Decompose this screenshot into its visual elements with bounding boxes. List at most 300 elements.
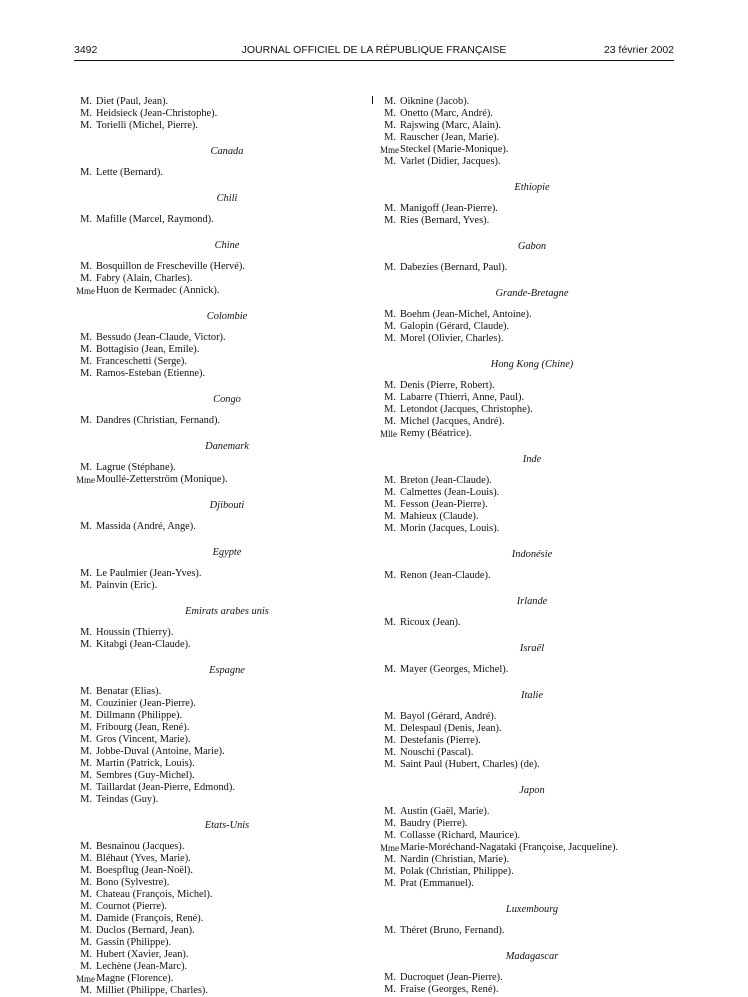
civility: M.	[80, 698, 92, 709]
country-section	[380, 785, 672, 890]
person-name: Couzinier (Jean-Pierre).	[96, 698, 196, 709]
civility: M.	[80, 332, 92, 343]
country-heading: Espagne	[209, 665, 245, 676]
person-name: Milliet (Philippe, Charles).	[96, 985, 208, 996]
person-name: Franceschetti (Serge).	[96, 356, 187, 367]
person-name: Rajswing (Marc, Alain).	[400, 120, 501, 131]
civility: M.	[384, 475, 396, 486]
country-heading: Madagascar	[505, 951, 559, 962]
civility: M.	[384, 866, 396, 877]
civility: M.	[80, 949, 92, 960]
list-item	[76, 356, 366, 368]
list-item	[380, 428, 672, 440]
civility: M.	[384, 735, 396, 746]
list-item	[380, 144, 672, 156]
person-name: Nouschi (Pascal).	[400, 747, 474, 758]
civility: M.	[384, 759, 396, 770]
civility: M.	[80, 214, 92, 225]
list-item	[380, 711, 672, 723]
country-section	[76, 240, 366, 297]
list-item	[76, 973, 366, 985]
person-name: Massida (André, Ange).	[96, 521, 196, 532]
person-name: Nardin (Christian, Marie).	[400, 854, 510, 865]
person-name: Bessudo (Jean-Claude, Victor).	[96, 332, 226, 343]
country-heading: Etats-Unis	[204, 820, 250, 831]
civility: M.	[384, 878, 396, 889]
person-name: Besnainou (Jacques).	[96, 841, 185, 852]
country-heading: Japon	[519, 785, 545, 796]
civility: M.	[384, 321, 396, 332]
country-section	[76, 820, 366, 997]
person-name: Bono (Sylvestre).	[96, 877, 170, 888]
civility: M.	[80, 925, 92, 936]
person-name: Moullé-Zetterström (Monique).	[96, 474, 228, 485]
civility: M.	[80, 901, 92, 912]
list-item	[380, 878, 672, 890]
person-name: Heidsieck (Jean-Christophe).	[96, 108, 218, 119]
person-name: Michel (Jacques, André).	[400, 416, 505, 427]
country-heading: Israël	[519, 643, 545, 654]
list-item	[76, 710, 366, 722]
person-name: Painvin (Eric).	[96, 580, 158, 591]
list-item	[380, 262, 672, 274]
person-name: Baudry (Pierre).	[400, 818, 468, 829]
civility: M.	[80, 627, 92, 638]
country-section	[76, 665, 366, 806]
person-name: Fraise (Georges, René).	[400, 984, 499, 995]
person-name: Lette (Bernard).	[96, 167, 163, 178]
civility: M.	[384, 972, 396, 983]
civility: M.	[384, 984, 396, 995]
person-name: Ducroquet (Jean-Pierre).	[400, 972, 503, 983]
country-heading: Djibouti	[209, 500, 245, 511]
person-name: Bottagisio (Jean, Emile).	[96, 344, 200, 355]
list-item	[380, 570, 672, 582]
civility: M.	[80, 758, 92, 769]
list-item	[76, 841, 366, 853]
person-name: Remy (Béatrice).	[400, 428, 472, 439]
country-heading: Irlande	[516, 596, 548, 607]
civility: M.	[384, 570, 396, 581]
person-name: Morel (Olivier, Charles).	[400, 333, 504, 344]
list-item	[380, 321, 672, 333]
country-heading: Grande-Bretagne	[495, 288, 569, 299]
person-name: Calmettes (Jean-Louis).	[400, 487, 500, 498]
list-item	[76, 273, 366, 285]
person-name: Mahieux (Claude).	[400, 511, 479, 522]
civility: M.	[384, 203, 396, 214]
list-item	[76, 734, 366, 746]
person-name: Saint Paul (Hubert, Charles) (de).	[400, 759, 540, 770]
country-heading: Ethiopie	[514, 182, 550, 193]
country-heading: Inde	[522, 454, 542, 465]
list-item	[380, 818, 672, 830]
list-item	[380, 747, 672, 759]
list-item	[76, 794, 366, 806]
country-heading: Colombie	[206, 311, 248, 322]
civility: M.	[80, 462, 92, 473]
list-item	[76, 746, 366, 758]
person-name: Onetto (Marc, André).	[400, 108, 493, 119]
civility: M.	[384, 96, 396, 107]
civility: M.	[80, 580, 92, 591]
civility: M.	[80, 273, 92, 284]
country-section	[76, 441, 366, 486]
person-name: Duclos (Bernard, Jean).	[96, 925, 195, 936]
person-name: Torielli (Michel, Pierre).	[96, 120, 198, 131]
list-item	[76, 474, 366, 486]
person-name: Steckel (Marie-Monique).	[400, 144, 509, 155]
country-heading: Egypte	[212, 547, 242, 558]
civility: M.	[384, 309, 396, 320]
civility: M.	[80, 120, 92, 131]
country-section	[380, 951, 672, 996]
list-item	[380, 854, 672, 866]
person-name: Teindas (Guy).	[96, 794, 159, 805]
person-name: Marie-Moréchand-Nagataki (Françoise, Jacqueline).	[400, 842, 619, 853]
civility: M.	[384, 747, 396, 758]
civility: M.	[80, 913, 92, 924]
person-name: Fesson (Jean-Pierre).	[400, 499, 488, 510]
country-section	[380, 359, 672, 440]
civility: M.	[384, 511, 396, 522]
list-item	[76, 913, 366, 925]
civility: M.	[80, 877, 92, 888]
civility: M.	[80, 734, 92, 745]
civility: M.	[384, 617, 396, 628]
person-name: Fabry (Alain, Charles).	[96, 273, 193, 284]
civility: M.	[80, 985, 92, 996]
list-item	[380, 806, 672, 818]
person-name: Benatar (Elias).	[96, 686, 162, 697]
left-column	[76, 96, 366, 997]
list-item	[380, 309, 672, 321]
person-name: Morin (Jacques, Louis).	[400, 523, 500, 534]
person-name: Dillmann (Philippe).	[96, 710, 183, 721]
list-item	[380, 759, 672, 771]
list-item	[380, 723, 672, 735]
person-name: Prat (Emmanuel).	[400, 878, 474, 889]
civility: M.	[80, 344, 92, 355]
list-item	[76, 877, 366, 889]
civility: M.	[80, 96, 92, 107]
civility: M.	[80, 261, 92, 272]
civility: M.	[80, 937, 92, 948]
list-item	[380, 499, 672, 511]
country-section	[76, 606, 366, 651]
list-item	[76, 639, 366, 651]
country-heading: Chine	[214, 240, 240, 251]
list-item	[380, 380, 672, 392]
civility: M.	[80, 794, 92, 805]
civility: M.	[384, 806, 396, 817]
country-heading: Gabon	[517, 241, 547, 252]
civility: M.	[384, 108, 396, 119]
person-name: Diet (Paul, Jean).	[96, 96, 169, 107]
civility: M.	[80, 853, 92, 864]
list-item	[76, 949, 366, 961]
country-heading: Danemark	[205, 441, 249, 452]
country-section	[76, 547, 366, 592]
civility: Mme	[76, 286, 95, 296]
civility: Mme	[76, 475, 95, 485]
journal-title: JOURNAL OFFICIEL DE LA RÉPUBLIQUE FRANÇAISE	[241, 44, 507, 56]
country-section	[380, 549, 672, 582]
country-section	[76, 193, 366, 226]
header-rule	[74, 60, 674, 61]
list-item	[76, 961, 366, 973]
country-section	[380, 596, 672, 629]
list-item	[380, 96, 672, 108]
country-heading: Canada	[210, 146, 244, 157]
list-item	[76, 627, 366, 639]
list-item	[76, 901, 366, 913]
civility: M.	[384, 499, 396, 510]
list-item	[76, 415, 366, 427]
civility: M.	[384, 664, 396, 675]
civility: M.	[80, 841, 92, 852]
civility: M.	[384, 854, 396, 865]
person-name: Collasse (Richard, Maurice).	[400, 830, 521, 841]
person-name: Dandres (Christian, Fernand).	[96, 415, 221, 426]
list-item	[76, 985, 366, 997]
column-divider	[372, 96, 373, 104]
list-item	[380, 842, 672, 854]
person-name: Hubert (Xavier, Jean).	[96, 949, 189, 960]
civility: M.	[384, 132, 396, 143]
civility: M.	[80, 108, 92, 119]
list-item	[76, 568, 366, 580]
list-item	[380, 475, 672, 487]
civility: M.	[384, 416, 396, 427]
list-item	[76, 686, 366, 698]
person-name: Houssin (Thierry).	[96, 627, 174, 638]
list-item	[380, 404, 672, 416]
list-item	[380, 617, 672, 629]
civility: M.	[384, 487, 396, 498]
civility: M.	[384, 404, 396, 415]
person-name: Ricoux (Jean).	[400, 617, 461, 628]
civility: M.	[80, 167, 92, 178]
civility: M.	[80, 639, 92, 650]
civility: M.	[80, 368, 92, 379]
list-item	[76, 925, 366, 937]
list-item	[380, 664, 672, 676]
country-heading: Emirats arabes unis	[185, 606, 269, 617]
list-item	[76, 937, 366, 949]
list-item	[380, 215, 672, 227]
civility: M.	[80, 415, 92, 426]
person-name: Breton (Jean-Claude).	[400, 475, 492, 486]
country-section	[76, 394, 366, 427]
country-heading: Congo	[213, 394, 241, 405]
person-name: Jobbe-Duval (Antoine, Marie).	[96, 746, 225, 757]
person-name: Gassin (Philippe).	[96, 937, 172, 948]
list-item	[380, 830, 672, 842]
list-item	[76, 580, 366, 592]
person-name: Lagrue (Stéphane).	[96, 462, 176, 473]
country-section	[380, 288, 672, 345]
list-item	[380, 120, 672, 132]
person-name: Théret (Bruno, Fernand).	[400, 925, 505, 936]
country-section	[76, 96, 366, 132]
civility: M.	[384, 711, 396, 722]
civility: M.	[384, 392, 396, 403]
person-name: Denis (Pierre, Robert).	[400, 380, 495, 391]
page-number: 3492	[74, 44, 98, 56]
civility: M.	[80, 686, 92, 697]
civility: M.	[80, 865, 92, 876]
list-item	[76, 462, 366, 474]
person-name: Varlet (Didier, Jacques).	[400, 156, 501, 167]
person-name: Ramos-Esteban (Etienne).	[96, 368, 206, 379]
country-heading: Indonésie	[511, 549, 553, 560]
list-item	[380, 156, 672, 168]
person-name: Kitabgi (Jean-Claude).	[96, 639, 191, 650]
person-name: Ries (Bernard, Yves).	[400, 215, 490, 226]
person-name: Gros (Vincent, Marie).	[96, 734, 191, 745]
issue-date: 23 février 2002	[603, 44, 674, 56]
list-item	[380, 511, 672, 523]
civility: M.	[384, 523, 396, 534]
list-item	[380, 735, 672, 747]
civility: M.	[384, 262, 396, 273]
civility: M.	[384, 215, 396, 226]
person-name: Mafille (Marcel, Raymond).	[96, 214, 214, 225]
list-item	[76, 853, 366, 865]
list-item	[76, 261, 366, 273]
country-section	[76, 500, 366, 533]
person-name: Letondot (Jacques, Christophe).	[400, 404, 533, 415]
list-item	[76, 108, 366, 120]
person-name: Rauscher (Jean, Marie).	[400, 132, 500, 143]
list-item	[380, 487, 672, 499]
civility: M.	[80, 568, 92, 579]
list-item	[76, 120, 366, 132]
person-name: Dabezies (Bernard, Paul).	[400, 262, 508, 273]
civility: M.	[80, 961, 92, 972]
person-name: Renon (Jean-Claude).	[400, 570, 491, 581]
list-item	[76, 770, 366, 782]
list-item	[380, 984, 672, 996]
civility: M.	[384, 723, 396, 734]
person-name: Oiknine (Jacob).	[400, 96, 470, 107]
list-item	[76, 865, 366, 877]
country-heading: Italie	[521, 690, 543, 701]
person-name: Cournot (Pierre).	[96, 901, 167, 912]
list-item	[380, 203, 672, 215]
civility: M.	[80, 770, 92, 781]
civility: Mme	[380, 843, 399, 853]
civility: M.	[384, 818, 396, 829]
civility: M.	[384, 333, 396, 344]
person-name: Labarre (Thierri, Anne, Paul).	[400, 392, 525, 403]
list-item	[380, 523, 672, 535]
person-name: Boespflug (Jean-Noël).	[96, 865, 193, 876]
list-item	[76, 722, 366, 734]
person-name: Lechène (Jean-Marc).	[96, 961, 188, 972]
list-item	[76, 96, 366, 108]
civility: M.	[384, 156, 396, 167]
list-item	[380, 866, 672, 878]
civility: M.	[80, 889, 92, 900]
country-section	[380, 454, 672, 535]
country-section	[380, 643, 672, 676]
person-name: Le Paulmier (Jean-Yves).	[96, 568, 202, 579]
civility: M.	[80, 722, 92, 733]
list-item	[76, 782, 366, 794]
list-item	[76, 698, 366, 710]
civility: M.	[80, 746, 92, 757]
country-section	[76, 311, 366, 380]
civility: M.	[80, 710, 92, 721]
civility: M.	[384, 830, 396, 841]
person-name: Taillardat (Jean-Pierre, Edmond).	[96, 782, 235, 793]
list-item	[380, 416, 672, 428]
country-section	[380, 904, 672, 937]
person-name: Bosquillon de Frescheville (Hervé).	[96, 261, 245, 272]
person-name: Delespaul (Denis, Jean).	[400, 723, 502, 734]
person-name: Chateau (François, Michel).	[96, 889, 213, 900]
list-item	[76, 521, 366, 533]
person-name: Polak (Christian, Philippe).	[400, 866, 514, 877]
list-item	[76, 167, 366, 179]
country-heading: Chili	[216, 193, 238, 204]
person-name: Austin (Gaël, Marie).	[400, 806, 490, 817]
list-item	[76, 368, 366, 380]
list-item	[380, 972, 672, 984]
country-heading: Luxembourg	[505, 904, 559, 915]
civility: Mlle	[380, 429, 397, 439]
country-section	[380, 690, 672, 771]
person-name: Damide (François, René).	[96, 913, 204, 924]
civility: M.	[384, 120, 396, 131]
civility: Mme	[380, 145, 399, 155]
person-name: Martin (Patrick, Louis).	[96, 758, 195, 769]
list-item	[76, 344, 366, 356]
civility: M.	[80, 521, 92, 532]
page-header	[74, 44, 674, 60]
person-name: Mayer (Georges, Michel).	[400, 664, 509, 675]
country-section	[380, 241, 672, 274]
civility: M.	[384, 925, 396, 936]
list-item	[380, 333, 672, 345]
person-name: Bléhaut (Yves, Marie).	[96, 853, 191, 864]
list-item	[76, 214, 366, 226]
list-item	[76, 285, 366, 297]
list-item	[380, 392, 672, 404]
person-name: Boehm (Jean-Michel, Antoine).	[400, 309, 532, 320]
list-item	[380, 925, 672, 937]
list-item	[380, 132, 672, 144]
person-name: Galopin (Gérard, Claude).	[400, 321, 510, 332]
list-item	[76, 889, 366, 901]
person-name: Huon de Kermadec (Annick).	[96, 285, 220, 296]
country-section	[380, 182, 672, 227]
country-section	[76, 146, 366, 179]
person-name: Destefanis (Pierre).	[400, 735, 481, 746]
list-item	[76, 758, 366, 770]
civility: Mme	[76, 974, 95, 984]
civility: M.	[80, 356, 92, 367]
country-heading: Hong Kong (Chine)	[490, 359, 574, 370]
list-item	[380, 108, 672, 120]
person-name: Sembres (Guy-Michel).	[96, 770, 195, 781]
person-name: Fribourg (Jean, René).	[96, 722, 190, 733]
list-item	[76, 332, 366, 344]
civility: M.	[80, 782, 92, 793]
person-name: Manigoff (Jean-Pierre).	[400, 203, 498, 214]
